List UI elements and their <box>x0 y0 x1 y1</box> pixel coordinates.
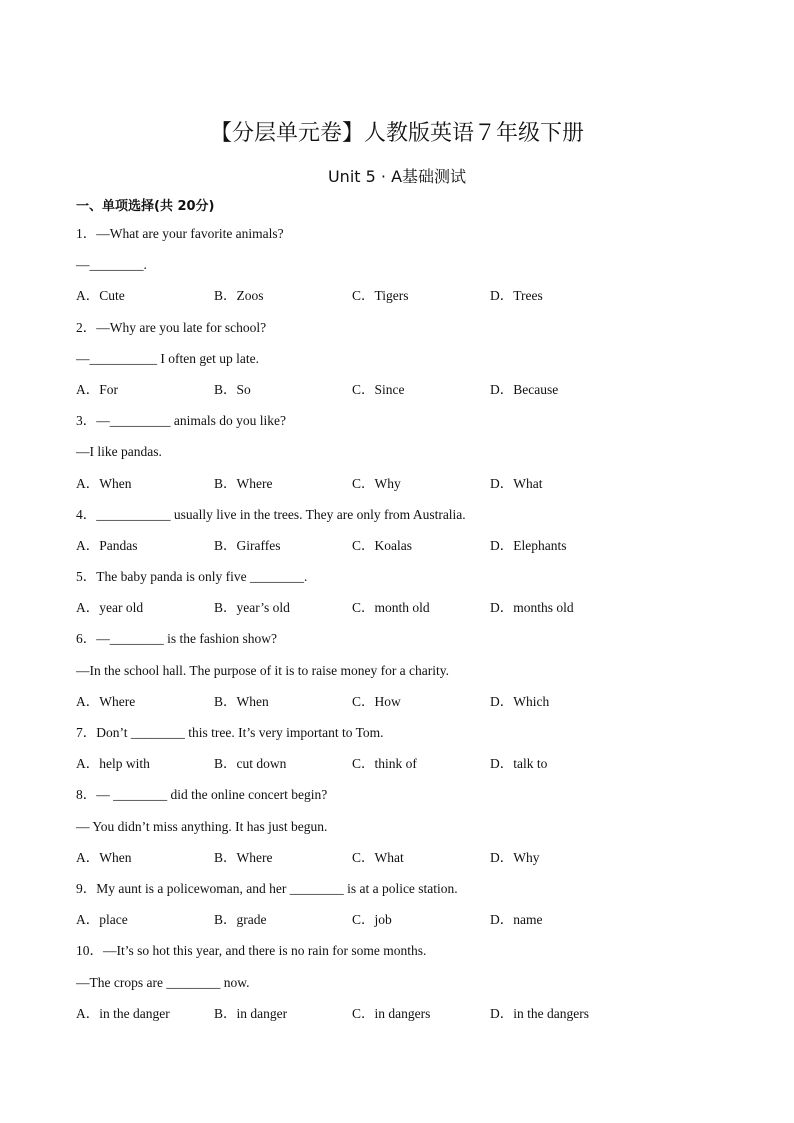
question-stem: 1．—What are your favorite animals? <box>76 226 284 241</box>
option-a: A．For <box>76 381 119 397</box>
option-d: D．Which <box>490 693 550 709</box>
question-8 <box>76 783 726 877</box>
answer-options <box>76 1002 726 1033</box>
option-b: B．year’s old <box>214 600 290 616</box>
question-7 <box>76 721 726 783</box>
question-stem: 7．Don’t ________ this tree. It’s very important to Tom. <box>76 725 384 740</box>
option-d: D．in the dangers <box>490 1005 589 1021</box>
option-b: B．grade <box>214 912 267 928</box>
question-stem: 2．—Why are you late for school? <box>76 319 267 335</box>
option-a: A．place <box>76 912 128 928</box>
option-a: A．Pandas <box>76 537 138 553</box>
question-9 <box>76 877 726 939</box>
question-dialogue-line: —In the school hall. The purpose of it is to raise money for a charity. <box>76 662 450 678</box>
option-a: A．Cute <box>76 288 125 304</box>
answer-options <box>76 378 726 409</box>
option-b: B．Where <box>214 475 273 491</box>
option-a: A．help with <box>76 756 150 772</box>
option-d: D．What <box>490 475 543 491</box>
option-d: D．talk to <box>490 756 548 772</box>
question-dialogue-line: —________. <box>76 257 147 273</box>
option-c: C．How <box>352 693 401 709</box>
question-dialogue-line: — You didn’t miss anything. It has just begun. <box>76 818 328 834</box>
answer-options <box>76 752 726 783</box>
answer-options <box>76 596 726 627</box>
question-stem: 10．—It’s so hot this year, and there is no rain for some months. <box>76 943 427 959</box>
question-3 <box>76 409 726 503</box>
question-stem: 5．The baby panda is only five ________. <box>76 569 308 585</box>
question-dialogue-line: —I like pandas. <box>76 444 162 460</box>
option-b: B．Giraffes <box>214 537 281 553</box>
question-5 <box>76 565 726 627</box>
option-d: D．Elephants <box>490 537 567 553</box>
option-d: D．Because <box>490 381 559 397</box>
question-list <box>76 222 726 1033</box>
option-a: A．Where <box>76 693 136 709</box>
page-subtitle: Unit 5 · A基础测试 <box>327 167 467 186</box>
option-c: C．Since <box>352 381 405 397</box>
option-d: D．Why <box>490 849 540 865</box>
option-b: B．Where <box>214 849 273 865</box>
option-d: D．Trees <box>490 288 543 304</box>
option-c: C．Koalas <box>352 537 412 553</box>
question-1 <box>76 222 726 316</box>
question-10 <box>76 939 726 1033</box>
option-c: C．in dangers <box>352 1005 431 1021</box>
option-c: C．Why <box>352 475 401 491</box>
option-a: A．When <box>76 849 132 865</box>
answer-options <box>76 908 726 939</box>
question-stem: 8．— ________ did the online concert begin? <box>76 787 328 803</box>
question-6 <box>76 627 726 721</box>
question-stem: 3．—_________ animals do you like? <box>76 413 286 429</box>
option-d: D．name <box>490 912 543 928</box>
question-4 <box>76 503 726 565</box>
option-b: B．in danger <box>214 1005 288 1021</box>
option-a: A．year old <box>76 600 144 616</box>
option-b: B．When <box>214 693 269 709</box>
answer-options <box>76 690 726 721</box>
question-dialogue-line: —The crops are ________ now. <box>76 974 250 990</box>
option-c: C．What <box>352 849 404 865</box>
option-c: C．job <box>352 912 392 928</box>
question-2 <box>76 316 726 410</box>
option-c: C．month old <box>352 600 430 616</box>
option-b: B．Zoos <box>214 288 264 304</box>
answer-options <box>76 284 726 315</box>
question-dialogue-line: —__________ I often get up late. <box>76 350 259 366</box>
answer-options <box>76 534 726 565</box>
page-title: 【分层单元卷】人教版英语７年级下册 <box>209 121 584 146</box>
option-a: A．When <box>76 475 132 491</box>
answer-options <box>76 472 726 503</box>
option-a: A．in the danger <box>76 1005 170 1021</box>
answer-options <box>76 846 726 877</box>
question-stem: 9．My aunt is a policewoman, and her ________ is at a police station. <box>76 880 458 896</box>
option-b: B．So <box>214 381 251 397</box>
option-c: C．Tigers <box>352 288 409 304</box>
option-d: D．months old <box>490 600 574 616</box>
option-c: C．think of <box>352 756 417 772</box>
question-stem: 6．—________ is the fashion show? <box>76 631 277 647</box>
option-b: B．cut down <box>214 756 287 772</box>
section-heading: 一、单项选择(共 20分) <box>76 199 215 214</box>
question-stem: 4．___________ usually live in the trees. They are only from Australia. <box>76 506 466 522</box>
